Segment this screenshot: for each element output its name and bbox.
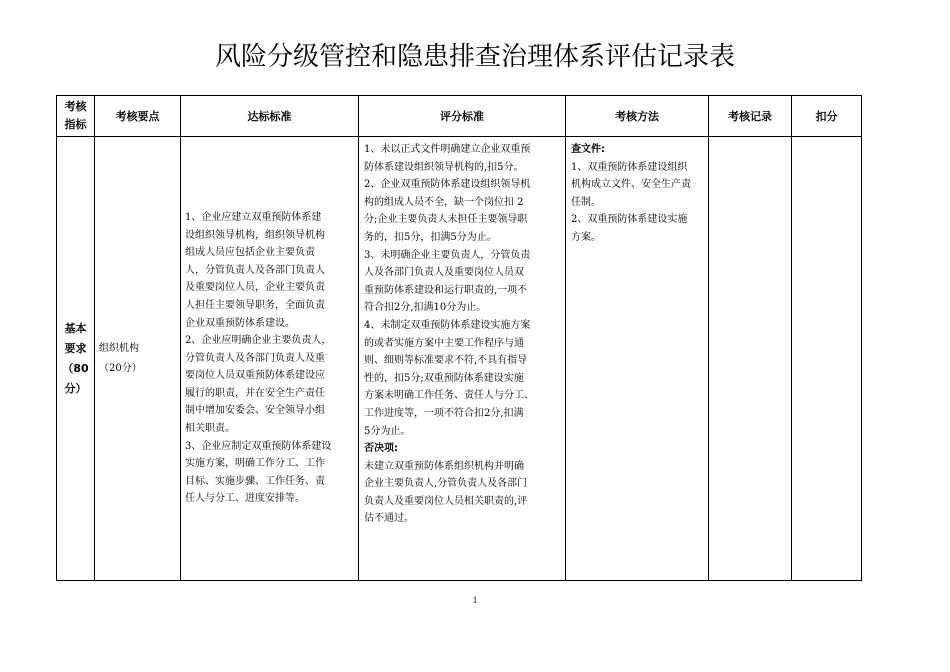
veto-line: 企业主要负责人,分管负责人及各部门 xyxy=(364,478,528,490)
standard-line: 1、企业应建立双重预防体系建 xyxy=(185,211,322,223)
scoring-line: 防体系建设组织领导机构的,扣5分。 xyxy=(364,161,524,173)
header-scoring: 评分标准 xyxy=(359,96,566,137)
standard-line: 组成人员应包括企业主要负责 xyxy=(185,247,315,259)
scoring-line: 分;企业主要负责人未担任主要领导职 xyxy=(364,214,528,226)
scoring-line: 符合扣2分,扣满10分为止。 xyxy=(364,302,487,314)
scoring-line: 构的组成人员不全，缺一个岗位扣 2 xyxy=(364,196,524,208)
scoring-line: 5分为止。 xyxy=(364,425,411,437)
method-line: 机构成立文件、安全生产责 xyxy=(571,179,691,191)
method-line: 2、双重预防体系建设实施 xyxy=(571,214,688,226)
scoring-line: 3、未明确企业主要负责人，分管负责 xyxy=(364,249,531,261)
standard-line: 目标、实施步骤、工作任务、责 xyxy=(185,475,325,487)
header-index-line2: 指标 xyxy=(64,118,87,131)
record-cell xyxy=(709,137,792,581)
table-header-row xyxy=(57,96,862,137)
scoring-line: 人及各部门负责人及重要岗位人员双 xyxy=(364,267,524,279)
index-line: 要求 xyxy=(64,341,87,355)
standard-line: 要岗位人员双重预防体系建设应 xyxy=(185,370,325,382)
page-number: 1 xyxy=(472,595,478,605)
scoring-line: 工作进度等，一项不符合扣2分,扣满 xyxy=(364,407,524,419)
evaluation-table xyxy=(56,95,862,581)
scoring-line: 4、未制定双重预防体系建设实施方案 xyxy=(364,319,531,331)
scoring-cell xyxy=(359,137,566,581)
scoring-line: 方案未明确工作任务、责任人与分工、 xyxy=(364,390,534,402)
document-title: 风险分级管控和隐患排查治理体系评估记录表 xyxy=(214,42,735,72)
standard-line: 实施方案，明确工作分工、工作 xyxy=(185,458,325,470)
veto-line: 估不通过。 xyxy=(364,513,414,525)
method-cell xyxy=(566,137,709,581)
header-standard: 达标标准 xyxy=(181,96,359,137)
index-cell xyxy=(57,137,95,581)
standard-line: 履行的职责，并在安全生产责任 xyxy=(185,387,325,399)
header-method: 考核方法 xyxy=(566,96,709,137)
standard-line: 3、企业应制定双重预防体系建设 xyxy=(185,440,332,452)
scoring-line: 2、企业双重预防体系建设组织领导机 xyxy=(364,179,531,191)
veto-line: 负责人及重要岗位人员相关职责的,评 xyxy=(364,495,528,507)
standard-line: 制中增加安委会、安全领导小组 xyxy=(185,405,325,417)
point-score: （20分） xyxy=(99,362,142,374)
header-record: 考核记录 xyxy=(709,96,792,137)
veto-line: 未建立双重预防体系组织机构并明确 xyxy=(364,460,524,472)
standard-line: 相关职责。 xyxy=(185,423,235,435)
standard-line: 人，分管负责人及各部门负责人 xyxy=(185,264,325,276)
table-row xyxy=(57,137,862,581)
point-name: 组织机构 xyxy=(99,342,139,354)
header-index-line1: 考核 xyxy=(64,100,87,113)
deduction-cell xyxy=(792,137,862,581)
point-cell xyxy=(95,137,181,581)
scoring-line: 的或者实施方案中主要工作程序与通 xyxy=(364,337,524,349)
index-line: 基本 xyxy=(64,321,87,335)
method-line: 1、双重预防体系建设组织 xyxy=(571,161,688,173)
standard-line: 任人与分工、进度安排等。 xyxy=(185,493,305,505)
standard-line: 2、企业应明确企业主要负责人， xyxy=(185,335,332,347)
scoring-line: 则、细则等标准要求不符,不具有指导 xyxy=(364,355,528,367)
index-line: 分） xyxy=(64,381,87,395)
header-index xyxy=(57,96,95,137)
standard-line: 及重要岗位人员，企业主要负责 xyxy=(185,282,325,294)
standard-line: 设组织领导机构，组织领导机构 xyxy=(185,229,325,241)
header-deduction: 扣分 xyxy=(792,96,862,137)
standard-line: 分管负责人及各部门负责人及重 xyxy=(185,352,325,364)
method-line: 方案。 xyxy=(571,231,601,243)
veto-label: 否决项: xyxy=(364,443,398,455)
scoring-line: 重预防体系建设和运行职责的,一项不 xyxy=(364,284,528,296)
scoring-line: 1、未以正式文件明确建立企业双重预 xyxy=(364,144,531,155)
standard-line: 人担任主要领导职务，全面负责 xyxy=(185,299,325,311)
method-line: 任制。 xyxy=(571,196,601,208)
index-line: （80 xyxy=(62,361,89,375)
standard-cell xyxy=(181,137,359,581)
header-point: 考核要点 xyxy=(95,96,181,137)
method-label: 查文件: xyxy=(571,144,605,155)
scoring-line: 性的，扣5分;双重预防体系建设实施 xyxy=(364,372,524,384)
scoring-line: 务的，扣5分，扣满5分为止。 xyxy=(364,231,497,243)
standard-line: 企业双重预防体系建设。 xyxy=(185,317,295,329)
